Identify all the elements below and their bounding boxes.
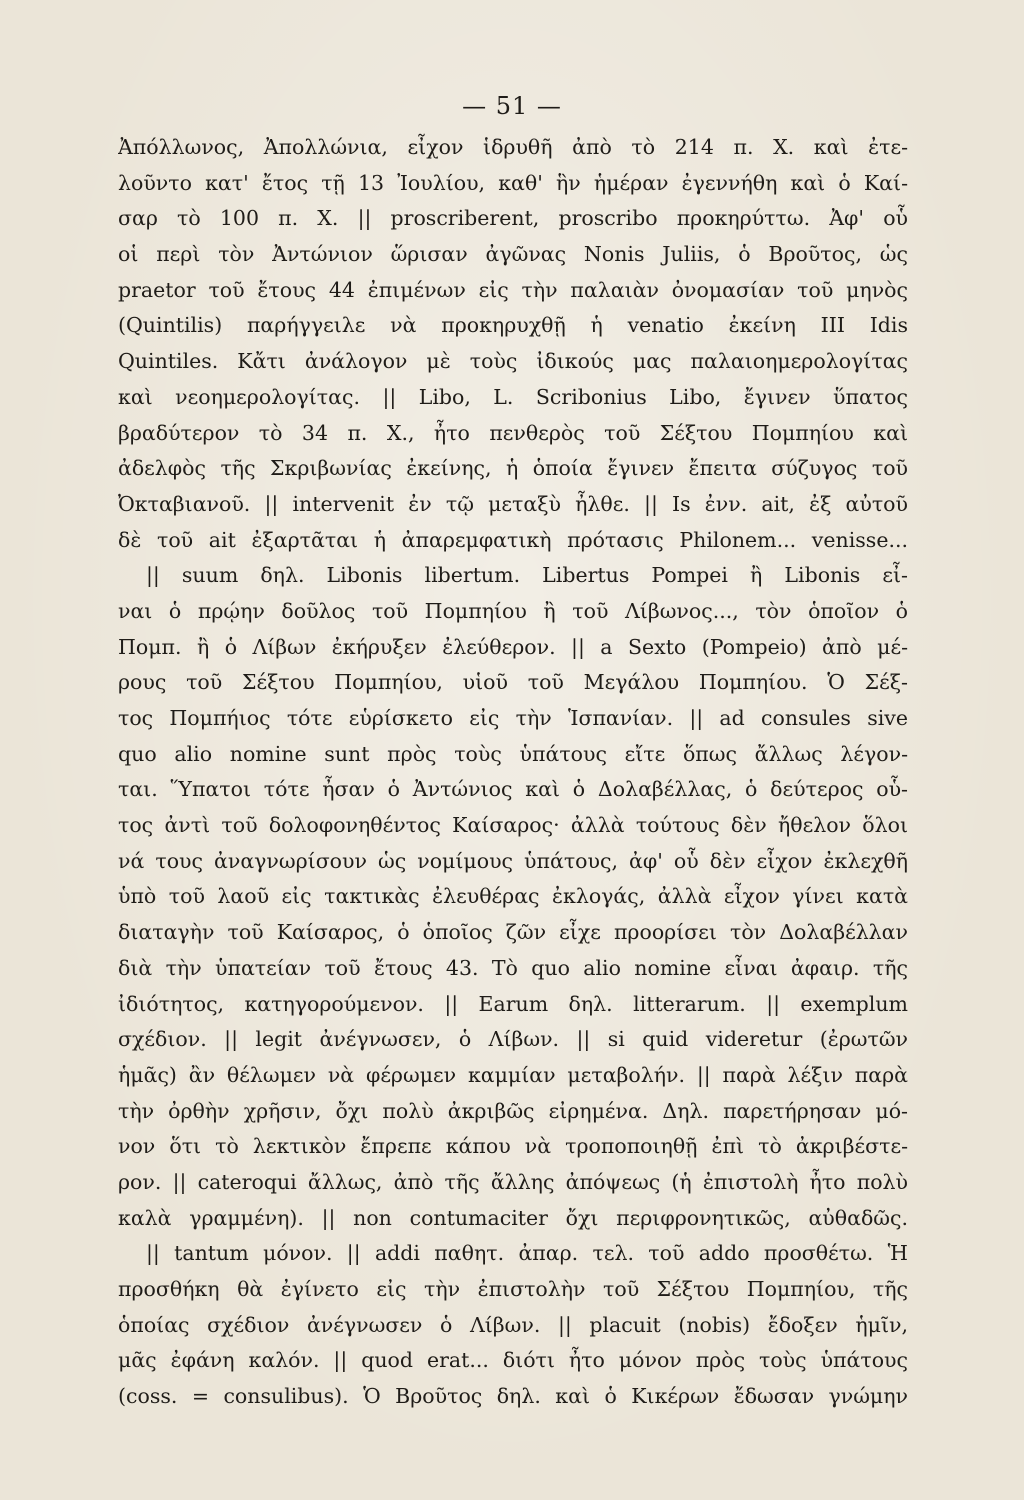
text-line: (coss. = consulibus). Ὁ Βροῦτος δηλ. καὶ ὁ Κικέρων ἔδωσαν γνώμην xyxy=(118,1384,908,1409)
text-line: ἰδιότητος, κατηγορούμενον. || Earum δηλ. litterarum. || exemplum xyxy=(118,991,908,1016)
text-line: ὁποίας σχέδιον ἀνέγνωσεν ὁ Λίβων. || placuit (nobis) ἔδοξεν ἡμῖν, xyxy=(118,1312,908,1337)
text-line: προσθήκη θὰ ἐγίνετο εἰς τὴν ἐπιστολὴν τοῦ Σέξτου Πομπηίου, τῆς xyxy=(118,1277,908,1301)
text-line: praetor τοῦ ἔτους 44 ἐπιμένων εἰς τὴν παλαιὰν ὀνομασίαν τοῦ μηνὸς xyxy=(118,277,908,302)
text-line: σαρ τὸ 100 π. Χ. || proscriberent, proscribo προκηρύττω. Ἀφ' οὗ xyxy=(118,206,908,231)
text-line: ται. Ὕπατοι τότε ἦσαν ὁ Ἀντώνιος καὶ ὁ Δολαβέλλας, ὁ δεύτερος οὗ- xyxy=(118,777,908,802)
text-line: ρους τοῦ Σέξτου Πομπηίου, υἱοῦ τοῦ Μεγάλου Πομπηίου. Ὁ Σέξ- xyxy=(118,670,908,695)
page-number: — 51 — xyxy=(462,92,562,120)
text-line: Ὀκταβιανοῦ. || intervenit ἐν τῷ μεταξὺ ἦλθε. || Is ἐνν. ait, ἐξ αὐτοῦ xyxy=(118,491,908,516)
text-line: τος ἀντὶ τοῦ δολοφονηθέντος Καίσαρος· ἀλλὰ τούτους δὲν ἤθελον ὅλοι xyxy=(118,813,908,838)
text-line: Ἀπόλλωνος, Ἀπολλώνια, εἶχον ἱδρυθῆ ἀπὸ τὸ 214 π. Χ. καὶ ἐτε- xyxy=(118,135,908,159)
text-line: διαταγὴν τοῦ Καίσαρος, ὁ ὁποῖος ζῶν εἶχε προορίσει τὸν Δολαβέλλαν xyxy=(118,920,908,945)
text-line: καὶ νεοημερολογίτας. || Libo, L. Scribonius Libo, ἔγινεν ὕπατος xyxy=(118,384,908,409)
text-line: καλὰ γραμμένη). || non contumaciter ὄχι περιφρονητικῶς, αὐθαδῶς. xyxy=(118,1205,908,1230)
text-line: τος Πομπήιος τότε εὑρίσκετο εἰς τὴν Ἱσπανίαν. || ad consules sive xyxy=(118,706,908,730)
text-line: λοῦντο κατ' ἔτος τῇ 13 Ἰουλίου, καθ' ἣν ἡμέραν ἐγεννήθη καὶ ὁ Καί- xyxy=(118,170,908,195)
text-line: νά τους ἀναγνωρίσουν ὡς νομίμους ὑπάτους, ἀφ' οὗ δὲν εἶχον ἐκλεχθῆ xyxy=(118,848,908,873)
text-line: τὴν ὀρθὴν χρῆσιν, ὄχι πολὺ ἀκριβῶς εἰρημένα. Δηλ. παρετήρησαν μό- xyxy=(118,1098,908,1123)
text-line: μᾶς ἐφάνη καλόν. || quod erat... διότι ἦτο μόνον πρὸς τοὺς ὑπάτους xyxy=(118,1348,908,1373)
text-line: ὑπὸ τοῦ λαοῦ εἰς τακτικὰς ἐλευθέρας ἐκλογάς, ἀλλὰ εἶχον γίνει κατὰ xyxy=(118,884,908,909)
text-line: ἀδελφὸς τῆς Σκριβωνίας ἐκείνης, ἡ ὁποία ἔγινεν ἔπειτα σύζυγος τοῦ xyxy=(118,456,908,481)
text-line: σχέδιον. || legit ἀνέγνωσεν, ὁ Λίβων. || si quid videretur (ἐρωτῶν xyxy=(118,1027,908,1052)
text-line: οἱ περὶ τὸν Ἀντώνιον ὥρισαν ἀγῶνας Nonis Juliis, ὁ Βροῦτος, ὡς xyxy=(118,242,908,267)
text-line: διὰ τὴν ὑπατείαν τοῦ ἔτους 43. Τὸ quo alio nomine εἶναι ἀφαιρ. τῆς xyxy=(118,955,908,980)
text-line: βραδύτερον τὸ 34 π. Χ., ἦτο πενθερὸς τοῦ Σέξτου Πομπηίου καὶ xyxy=(118,420,908,445)
text-line: || suum δηλ. Libonis libertum. Libertus Pompei ἢ Libonis εἶ- xyxy=(146,563,908,588)
text-line: δὲ τοῦ ait ἐξαρτᾶται ἡ ἀπαρεμφατικὴ πρότασις Philonem... venisse... xyxy=(118,527,908,552)
text-line: (Quintilis) παρήγγειλε νὰ προκηρυχθῇ ἡ venatio ἐκείνη III Idis xyxy=(118,313,908,338)
text-line: || tantum μόνον. || addi παθητ. ἀπαρ. τελ. τοῦ addo προσθέτω. Ἡ xyxy=(146,1241,908,1266)
text-line: quo alio nomine sunt πρὸς τοὺς ὑπάτους εἴτε ὅπως ἄλλως λέγον- xyxy=(118,741,908,766)
commentary-text xyxy=(118,130,908,1415)
text-line: ναι ὁ πρῴην δοῦλος τοῦ Πομπηίου ἢ τοῦ Λίβωνος..., τὸν ὁποῖον ὁ xyxy=(118,598,908,623)
text-line: νον ὅτι τὸ λεκτικὸν ἔπρεπε κάπου νὰ τροποποιηθῇ ἐπὶ τὸ ἀκριβέστε- xyxy=(118,1134,908,1159)
text-line: Quintiles. Κἄτι ἀνάλογον μὲ τοὺς ἰδικούς μας παλαιοημερολογίτας xyxy=(118,349,908,374)
text-line: ρον. || cateroqui ἄλλως, ἀπὸ τῆς ἄλλης ἀπόψεως (ἡ ἐπιστολὴ ἦτο πολὺ xyxy=(118,1169,908,1194)
text-line: ἡμᾶς) ἂν θέλωμεν νὰ φέρωμεν καμμίαν μεταβολήν. || παρὰ λέξιν παρὰ xyxy=(118,1062,908,1087)
text-line: Πομπ. ἢ ὁ Λίβων ἐκήρυξεν ἐλεύθερον. || a Sexto (Pompeio) ἀπὸ μέ- xyxy=(118,634,908,659)
